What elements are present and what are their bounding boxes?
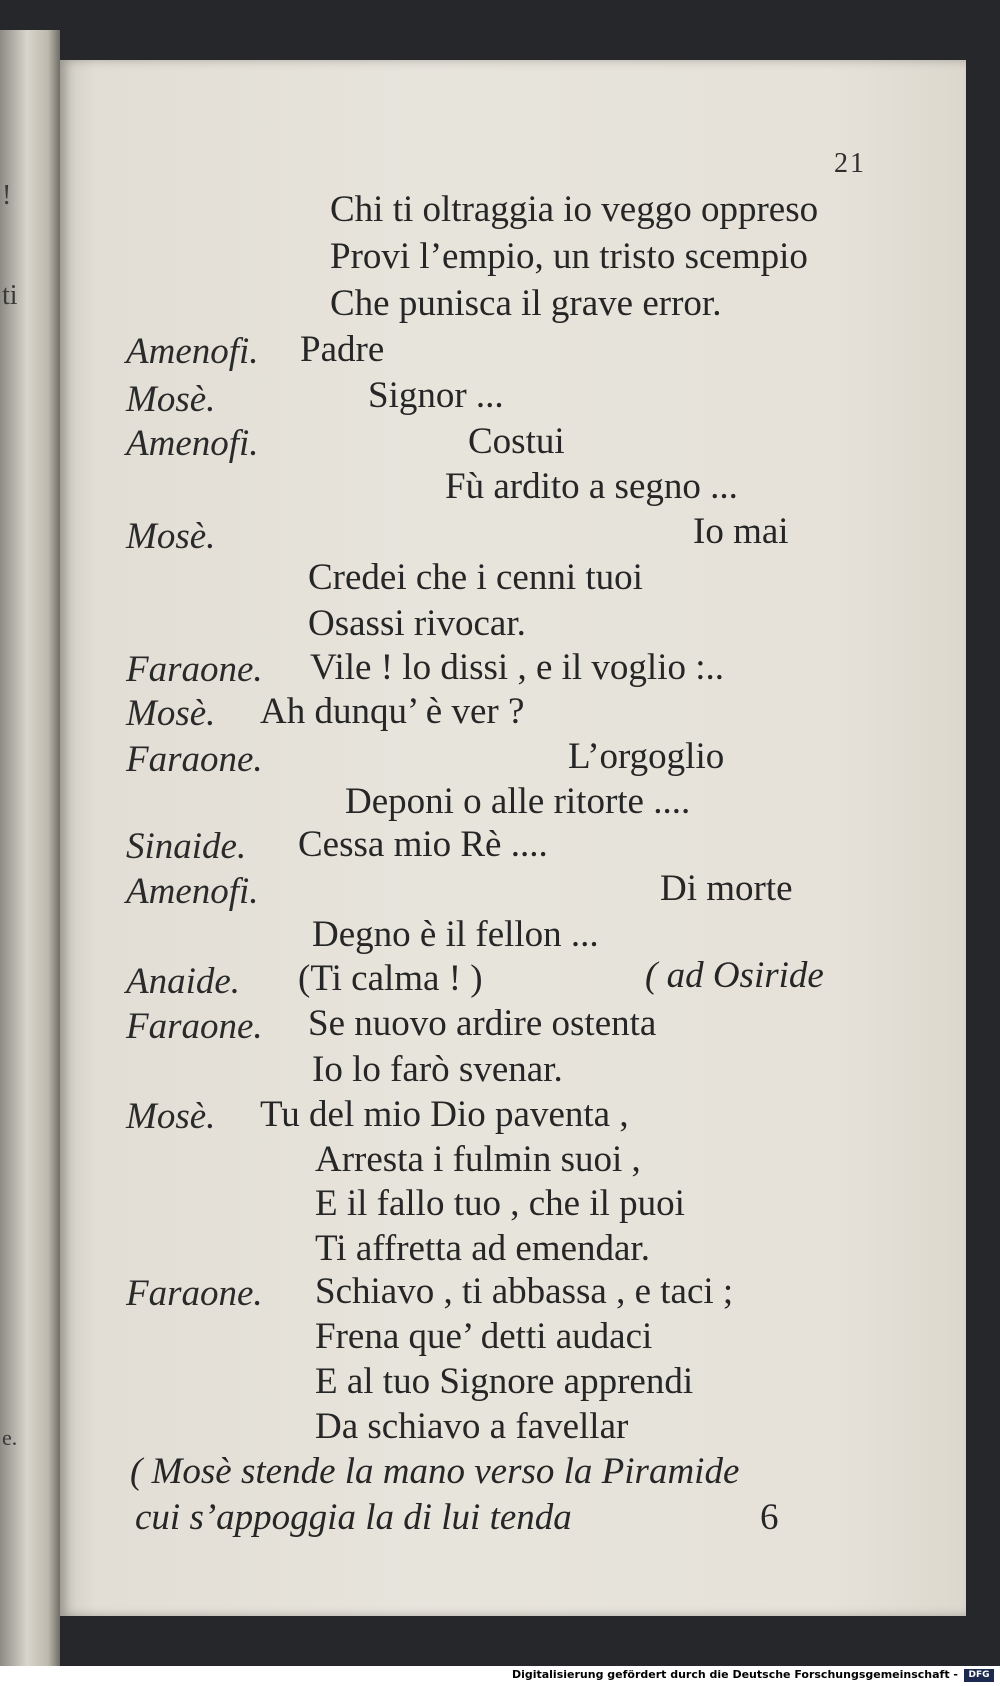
book-page [60, 60, 966, 1616]
speaker-name: Amenofi. [126, 423, 259, 464]
verse-line: Se nuovo ardire ostenta [308, 1003, 657, 1044]
speaker-name: Amenofi. [126, 871, 259, 912]
prev-page-mark: ti [2, 280, 18, 311]
speaker-name: Mosè. [126, 1096, 216, 1137]
verse-line: Io lo farò svenar. [312, 1049, 563, 1090]
stage-direction: cui s’appoggia la di lui tenda [135, 1497, 572, 1538]
speaker-name: Faraone. [126, 1006, 263, 1047]
verse-line: Di morte [660, 868, 793, 909]
prev-page-mark: ! [2, 180, 12, 211]
verse-line: Fù ardito a segno ... [445, 466, 738, 507]
previous-page-edge [0, 30, 60, 1666]
speaker-name: Faraone. [126, 649, 263, 690]
verse-line: Deponi o alle ritorte .... [345, 781, 691, 822]
verse-line: E al tuo Signore apprendi [315, 1361, 694, 1402]
verse-line: E il fallo tuo , che il puoi [315, 1183, 685, 1224]
verse-line: Ti affretta ad emendar. [315, 1228, 650, 1269]
stage-direction: ( ad Osiride [645, 955, 824, 996]
verse-line: Degno è il fellon ... [312, 914, 599, 955]
verse-line: Da schiavo a favellar [315, 1406, 629, 1447]
verse-line: Costui [468, 421, 565, 462]
verse-line: Ah dunqu’ è ver ? [260, 691, 525, 732]
footer-bar [0, 1666, 1000, 1686]
verse-line: Schiavo , ti abbassa , e taci ; [315, 1271, 734, 1312]
stage-direction: ( Mosè stende la mano verso la Piramide [130, 1451, 740, 1492]
page-number: 21 [834, 148, 866, 179]
dfg-logo: DFG [964, 1669, 994, 1682]
prev-page-mark: e. [2, 1425, 18, 1450]
verse-line: Signor ... [368, 375, 504, 416]
verse-line: Osassi rivocar. [308, 603, 526, 644]
signature-mark: 6 [760, 1497, 779, 1538]
speaker-name: Amenofi. [126, 331, 259, 372]
verse-line: Vile ! lo dissi , e il voglio :.. [310, 647, 725, 688]
verse-line: L’orgoglio [568, 736, 725, 777]
verse-line: Che punisca il grave error. [330, 283, 722, 324]
verse-line: Arresta i fulmin suoi , [315, 1139, 641, 1180]
speaker-name: Mosè. [126, 516, 216, 557]
verse-line: Io mai [693, 511, 789, 552]
funding-credit: Digitalisierung gefördert durch die Deutsche Forschungsgemeinschaft - [511, 1668, 958, 1681]
verse-line: Cessa mio Rè .... [298, 824, 548, 865]
verse-line: (Ti calma ! ) [298, 958, 483, 999]
verse-line: Padre [300, 329, 385, 370]
speaker-name: Mosè. [126, 379, 216, 420]
verse-line: Chi ti oltraggia io veggo oppreso [330, 189, 819, 230]
speaker-name: Anaide. [126, 961, 241, 1002]
verse-line: Provi l’empio, un tristo scempio [330, 236, 808, 277]
speaker-name: Faraone. [126, 739, 263, 780]
verse-line: Frena que’ detti audaci [315, 1316, 653, 1357]
speaker-name: Faraone. [126, 1273, 263, 1314]
verse-line: Credei che i cenni tuoi [308, 557, 643, 598]
speaker-name: Mosè. [126, 693, 216, 734]
speaker-name: Sinaide. [126, 826, 247, 867]
verse-line: Tu del mio Dio paventa , [260, 1094, 629, 1135]
